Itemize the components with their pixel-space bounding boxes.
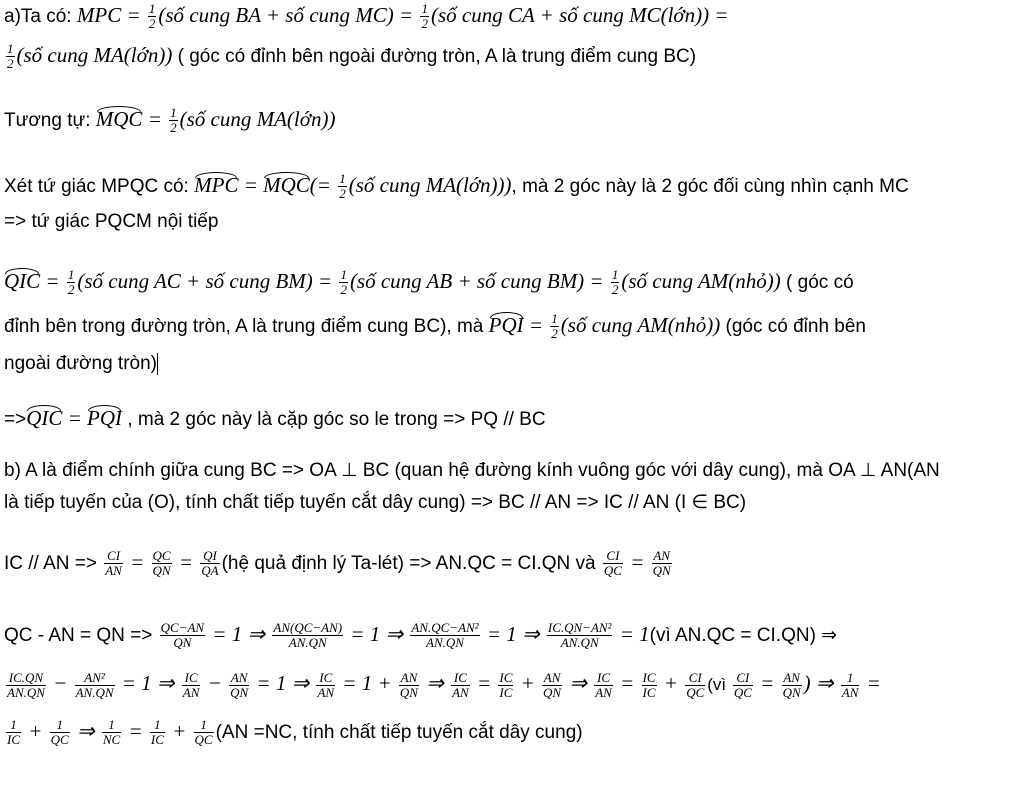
math-expression: = 1 ⇒ bbox=[481, 622, 545, 646]
equals-sign: = bbox=[124, 550, 150, 574]
explanation-text: QC - AN = QN => bbox=[4, 625, 158, 646]
equals-sign: = bbox=[614, 671, 640, 695]
part-b-text: là tiếp tuyến của (O), tính chất tiếp tuyến cắt dây cung) => BC // AN => IC // AN (I ∈ BC) bbox=[4, 492, 747, 513]
angle-pqi: PQI bbox=[87, 403, 122, 433]
angle-mqc: MQC bbox=[96, 104, 143, 134]
implies-sign: ⇒ bbox=[71, 719, 100, 743]
math-expression: (số cung BA + số cung MC) = bbox=[158, 3, 419, 27]
fraction: $\frac{AN}{QN}$ bbox=[782, 670, 801, 701]
fraction: $\frac{AN}{QN}$ bbox=[543, 670, 562, 701]
equals-sign: = bbox=[523, 313, 549, 337]
fraction: $\frac{QC-AN}{QN}$ bbox=[160, 620, 205, 651]
fraction-half: $\frac{1}{2}$ bbox=[339, 171, 346, 202]
equals-sign: = bbox=[40, 269, 65, 293]
thales-line bbox=[4, 547, 1024, 579]
math-expression: ) ⇒ bbox=[803, 671, 839, 695]
fraction: $\frac{IC.QN}{AN.QN}$ bbox=[7, 670, 45, 701]
fraction: $\frac{CI}{QC}$ bbox=[733, 670, 752, 701]
similar-label: Tương tự: bbox=[4, 110, 96, 131]
fraction: $\frac{AN}{QN}$ bbox=[652, 548, 671, 579]
explanation-text: (vì bbox=[707, 675, 731, 694]
fraction: $\frac{IC}{AN}$ bbox=[452, 670, 469, 701]
explanation-text: ( góc có bbox=[780, 272, 854, 293]
math-expression: = 1 ⇒ bbox=[251, 671, 315, 695]
part-a-label: a)Ta có: bbox=[4, 6, 77, 27]
conclusion-text: => tứ giác PQCM nội tiếp bbox=[4, 211, 219, 232]
fraction-half: $\frac{1}{2}$ bbox=[148, 1, 156, 32]
fraction-half: $\frac{1}{2}$ bbox=[7, 41, 14, 72]
fraction: $\frac{1}{AN}$ bbox=[841, 670, 859, 701]
equals-sign: = bbox=[624, 550, 650, 574]
fraction: $\frac{1}{IC}$ bbox=[150, 717, 164, 748]
fraction: $\frac{IC}{AN}$ bbox=[317, 670, 335, 701]
math-expression: = 1 bbox=[614, 622, 650, 646]
part-a-line-2 bbox=[4, 40, 1024, 72]
fraction: $\frac{IC}{IC}$ bbox=[499, 670, 513, 701]
angle-pqi-line bbox=[4, 310, 1024, 342]
angle-qic: QIC bbox=[4, 266, 40, 296]
explanation-text: IC // AN => bbox=[4, 553, 103, 574]
fraction: $\frac{IC}{IC}$ bbox=[642, 670, 656, 701]
math-expression: = 1 ⇒ bbox=[116, 671, 180, 695]
fraction-half: $\frac{1}{2}$ bbox=[551, 311, 558, 342]
explanation-text: đỉnh bên trong đường tròn, A là trung điểm cung BC), mà bbox=[4, 316, 489, 337]
final-result-line bbox=[4, 716, 1024, 748]
minus-sign: − bbox=[47, 671, 73, 695]
fraction: $\frac{CI}{AN}$ bbox=[105, 548, 122, 579]
explanation-text: (AN =NC, tính chất tiếp tuyến cắt dây cung) bbox=[215, 722, 583, 743]
explanation-text: ngoài đường tròn) bbox=[4, 353, 157, 374]
derivation-line-2 bbox=[4, 668, 1024, 700]
minus-sign: − bbox=[202, 671, 228, 695]
similar-line bbox=[4, 104, 1024, 136]
conclusion-line bbox=[4, 207, 1024, 237]
math-expression: (số cung MA(lớn)) bbox=[16, 43, 173, 67]
explanation-text: ( góc có đỉnh bên ngoài đường tròn, A là trung điểm cung BC) bbox=[172, 46, 697, 67]
derivation-line-1 bbox=[4, 619, 1024, 651]
fraction: $\frac{CI}{QC}$ bbox=[603, 548, 622, 579]
math-expression: = 1 ⇒ bbox=[345, 622, 409, 646]
implies-sign: ⇒ bbox=[564, 671, 593, 695]
part-b-text: b) A là điểm chính giữa cung BC => OA ⊥ BC (quan hệ đường kính vuông góc với dây cung), mà OA ⊥ AN(AN bbox=[4, 460, 940, 481]
math-expression: (số cung MA(lớn))) bbox=[348, 173, 512, 197]
math-expression: = 1 ⇒ bbox=[207, 622, 271, 646]
fraction-half: $\frac{1}{2}$ bbox=[67, 267, 75, 298]
explanation-text: (hệ quả định lý Ta-lét) => AN.QC = CI.QN và bbox=[221, 553, 601, 574]
fraction: $\frac{\text{IC.QN−AN²}}{AN.QN}$ bbox=[547, 620, 612, 651]
quadrilateral-label: Xét tứ giác MPQC có: bbox=[4, 176, 195, 197]
equals-sign: = bbox=[62, 406, 88, 430]
fraction: $\frac{1}{QC}$ bbox=[50, 717, 69, 748]
math-expression: MPC = bbox=[76, 3, 146, 27]
fraction: $\frac{QI}{QA}$ bbox=[201, 548, 219, 579]
angle-pqi: PQI bbox=[489, 310, 524, 340]
equals-sign: = bbox=[123, 719, 148, 743]
equals-sign: = bbox=[173, 550, 199, 574]
parallel-conclusion-line bbox=[4, 403, 1024, 435]
fraction-half: $\frac{1}{2}$ bbox=[170, 105, 177, 136]
quadrilateral-line bbox=[4, 170, 1024, 202]
implies-sign: ⇒ bbox=[420, 671, 450, 695]
part-a-line-1 bbox=[4, 0, 1024, 32]
text-cursor bbox=[157, 353, 158, 375]
angle-mpc: MPC bbox=[194, 170, 238, 200]
fraction: $\frac{AN}{QN}$ bbox=[399, 670, 418, 701]
angle-qic-line bbox=[4, 266, 1024, 298]
outside-circle-line bbox=[4, 349, 1024, 379]
explanation-text: (góc có đỉnh bên bbox=[720, 316, 866, 337]
equals-sign: = bbox=[238, 173, 264, 197]
fraction: $\frac{QC}{QN}$ bbox=[152, 548, 171, 579]
math-expression: (số cung AC + số cung BM) = bbox=[77, 269, 338, 293]
plus-sign: + bbox=[166, 719, 192, 743]
equals-sign: = bbox=[142, 107, 168, 131]
explanation-text: , mà 2 góc này là cặp góc so le trong => PQ // BC bbox=[122, 409, 546, 430]
angle-qic: QIC bbox=[26, 403, 62, 433]
equals-sign: = bbox=[754, 671, 780, 695]
math-expression: (= bbox=[309, 173, 337, 197]
fraction: $\frac{1}{IC}$ bbox=[7, 717, 20, 748]
fraction-half: $\frac{1}{2}$ bbox=[611, 267, 619, 298]
equals-sign: = bbox=[861, 671, 881, 695]
fraction: $\frac{IC}{AN}$ bbox=[182, 670, 200, 701]
fraction: $\frac{AN(QC-AN)}{AN.QN}$ bbox=[273, 620, 343, 651]
plus-sign: + bbox=[23, 719, 48, 743]
plus-sign: + bbox=[658, 671, 684, 695]
part-b-line-1 bbox=[4, 456, 1024, 486]
equals-sign: = bbox=[471, 671, 497, 695]
fraction-half: $\frac{1}{2}$ bbox=[340, 267, 347, 298]
math-expression: (số cung MA(lớn)) bbox=[179, 107, 336, 131]
explanation-text: (vì AN.QC = CI.QN) ⇒ bbox=[649, 625, 838, 646]
fraction: $\frac{\text{AN.QC−AN²}}{AN.QN}$ bbox=[411, 620, 479, 651]
fraction: $\frac{1}{QC}$ bbox=[194, 717, 213, 748]
math-expression: (số cung AM(nhỏ)) bbox=[560, 313, 721, 337]
fraction-half: $\frac{1}{2}$ bbox=[421, 1, 428, 32]
fraction: $\frac{IC}{AN}$ bbox=[595, 670, 612, 701]
math-expression: (số cung AB + số cung BM) = bbox=[349, 269, 609, 293]
explanation-text: , mà 2 góc này là 2 góc đối cùng nhìn cạnh MC bbox=[511, 176, 909, 197]
math-expression: (số cung CA + số cung MC(lớn)) = bbox=[430, 3, 729, 27]
part-b-line-2 bbox=[4, 488, 1024, 518]
fraction: $\frac{1}{NC}$ bbox=[102, 717, 121, 748]
math-expression: = 1 + bbox=[337, 671, 397, 695]
implies-arrow: => bbox=[4, 409, 27, 430]
math-expression: (số cung AM(nhỏ)) bbox=[621, 269, 781, 293]
plus-sign: + bbox=[515, 671, 541, 695]
angle-mqc: MQC bbox=[263, 170, 310, 200]
fraction: $\frac{AN}{QN}$ bbox=[230, 670, 249, 701]
fraction: $\frac{CI}{QC}$ bbox=[686, 670, 705, 701]
fraction: $\frac{\text{AN²}}{AN.QN}$ bbox=[75, 670, 114, 701]
